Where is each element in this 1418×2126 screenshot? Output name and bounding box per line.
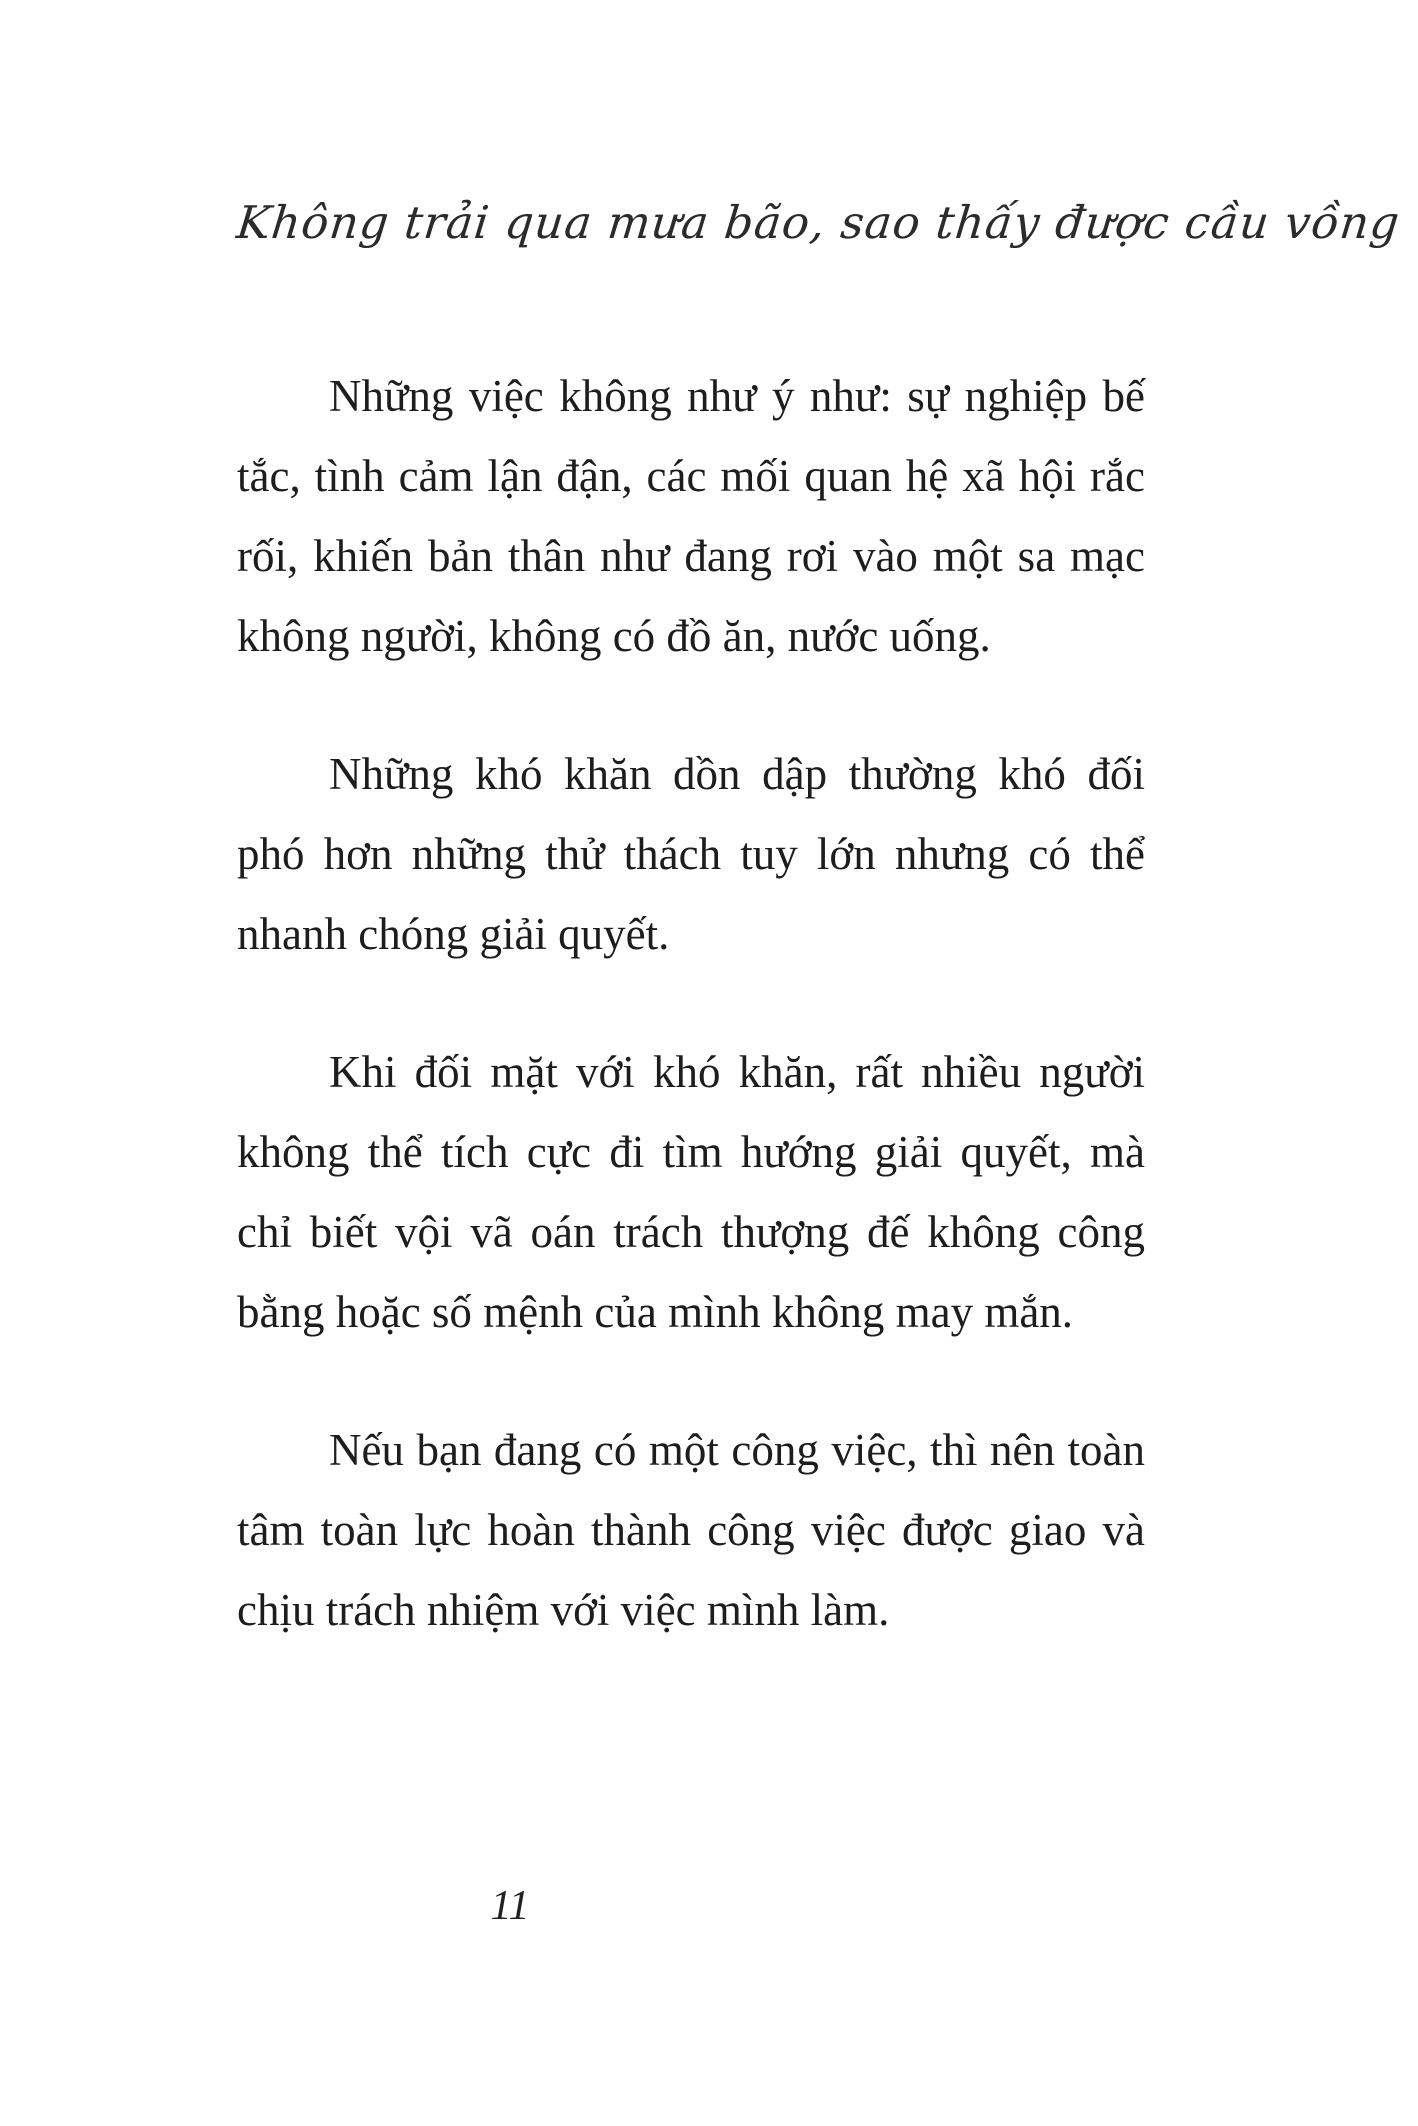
paragraph-1: Những việc không như ý như: sự nghiệp bế tắc, tình cảm lận đận, các mối quan hệ xã hội rắc rối, khiến bản thân như đang rơi vào một sa mạc không người, không có đồ ăn, nước uống. [237,371,1145,661]
page-body [237,356,1145,1650]
paragraph-4: Nếu bạn đang có một công việc, thì nên toàn tâm toàn lực hoàn thành công việc được giao và chịu trách nhiệm với việc mình làm. [237,1425,1145,1635]
paragraph-2: Những khó khăn dồn dập thường khó đối phó hơn những thử thách tuy lớn nhưng có thể nhanh chóng giải quyết. [237,749,1145,959]
paragraph-3: Khi đối mặt với khó khăn, rất nhiều người không thể tích cực đi tìm hướng giải quyết, mà chỉ biết vội vã oán trách thượng đế không công bằng hoặc số mệnh của mình không may mắn. [237,1047,1145,1337]
running-header-title: Không trải qua mưa bão, sao thấy được cầu vồng [234,196,1403,249]
page-number: 11 [490,1883,530,1929]
